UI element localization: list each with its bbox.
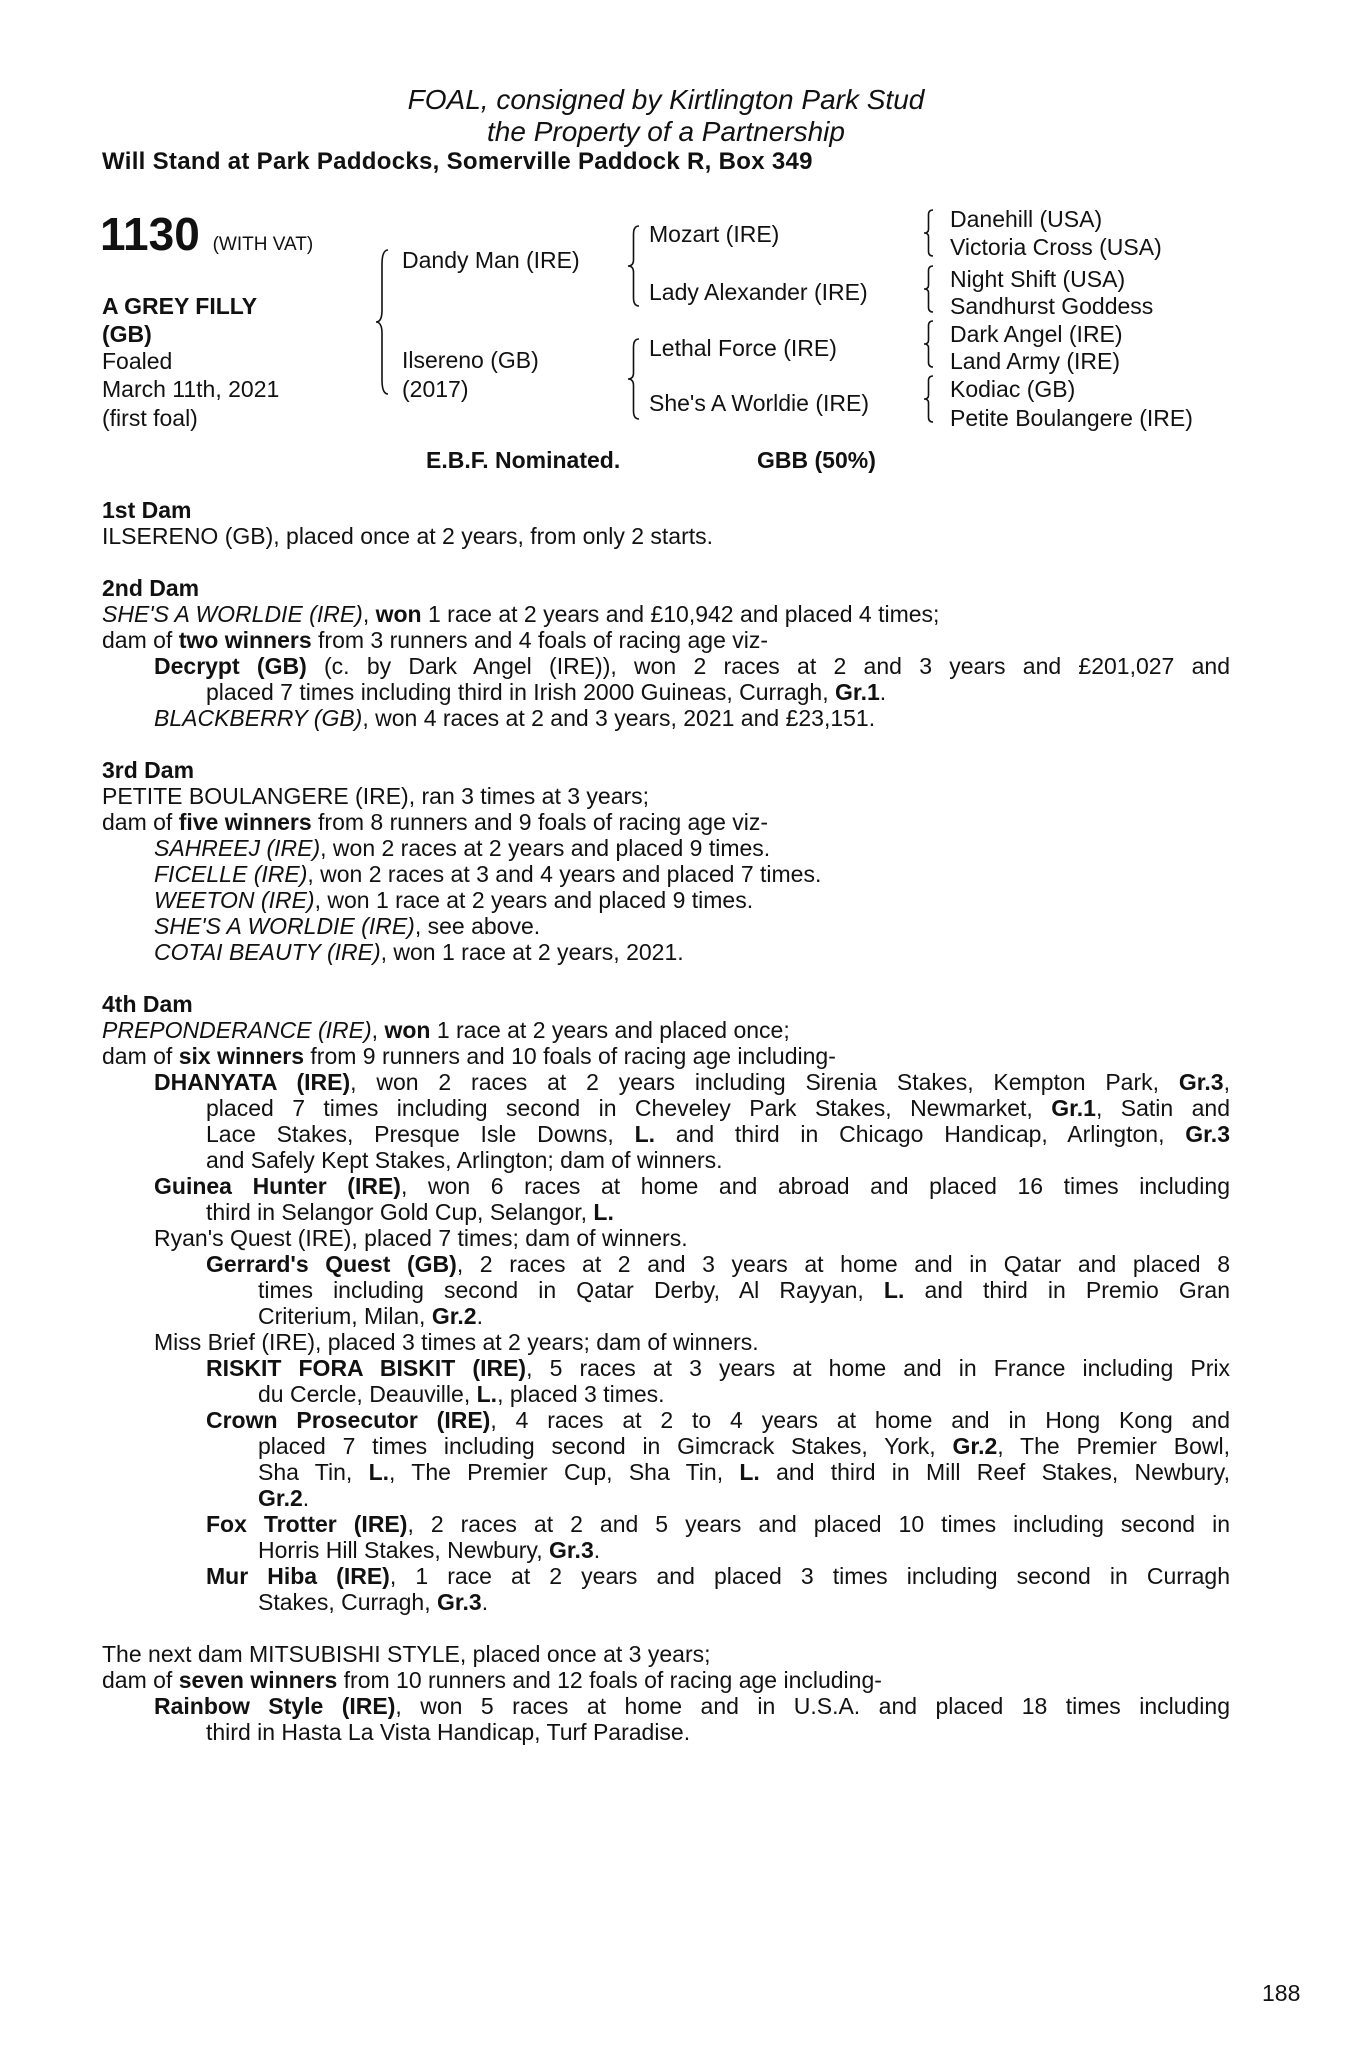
- text: , 5 races at 3 years at home and in France including Prix: [526, 1355, 1230, 1381]
- text: , won 6 races at home and abroad and placed 16 times including: [400, 1173, 1231, 1199]
- text-line: [102, 679, 1230, 705]
- blank-line: [102, 1615, 1230, 1641]
- italic-text: COTAI BEAUTY (IRE): [154, 939, 381, 965]
- bold-text: Gr.3: [436, 1589, 482, 1615]
- text: third in Selangor Gold Cup, Selangor,: [206, 1199, 594, 1225]
- text-line: [102, 1121, 1230, 1147]
- text-line: [102, 809, 1230, 835]
- ancestor: Danehill (USA): [950, 206, 1103, 232]
- text: , won 2 races at 2 years including Sirenia Stakes, Kempton Park,: [350, 1069, 1179, 1095]
- lot-description: A GREY FILLY: [102, 293, 258, 319]
- bold-text: six winners: [178, 1043, 304, 1069]
- bold-text: Gr.2: [431, 1303, 477, 1329]
- text-line: [102, 705, 1230, 731]
- section-heading: 2nd Dam: [102, 575, 200, 601]
- bold-text: Gr.1: [835, 679, 880, 705]
- text-line: [102, 1511, 1230, 1537]
- bold-text: Gr.3: [1185, 1121, 1230, 1147]
- dam-name: Ilsereno (GB): [402, 347, 539, 373]
- bold-text: Gr.1: [1051, 1095, 1096, 1121]
- lot-number: [100, 210, 313, 269]
- consignor-line: FOAL, consigned by Kirtlington Park Stud: [407, 84, 925, 115]
- lot-origin: (GB): [102, 321, 152, 347]
- text: 1 race at 2 years and placed once;: [430, 1017, 790, 1043]
- italic-text: FICELLE (IRE): [154, 861, 308, 887]
- bold-text: Gerrard's Quest (GB): [206, 1251, 457, 1277]
- text: The next dam MITSUBISHI STYLE, placed once at 3 years;: [102, 1641, 711, 1667]
- bold-text: five winners: [178, 809, 312, 835]
- grandsire-paternal: Mozart (IRE): [649, 221, 780, 247]
- curly-brace-icon: [628, 226, 639, 306]
- text-line: [102, 835, 1230, 861]
- bold-text: RISKIT FORA BISKIT (IRE): [206, 1355, 527, 1381]
- text: and third in Premio Gran: [904, 1277, 1230, 1303]
- text: placed 7 times including second in Cheveley Park Stakes, Newmarket,: [206, 1095, 1052, 1121]
- ancestor: Kodiac (GB): [950, 376, 1076, 402]
- text: , The Premier Cup, Sha Tin,: [389, 1459, 740, 1485]
- text-line: [102, 1017, 1230, 1043]
- text: .: [481, 1589, 489, 1615]
- text-line: [102, 1381, 1230, 1407]
- text-line: [102, 1251, 1230, 1277]
- bold-text: Mur Hiba (IRE): [206, 1563, 390, 1589]
- text-line: [102, 1537, 1230, 1563]
- text: .: [593, 1537, 601, 1563]
- text: from 10 runners and 12 foals of racing age including-: [337, 1667, 882, 1693]
- italic-text: SHE'S A WORLDIE (IRE): [102, 601, 363, 627]
- text: and third in Mill Reef Stakes, Newbury,: [759, 1459, 1230, 1485]
- text-line: [102, 1147, 1230, 1173]
- text-line: [102, 1329, 1230, 1355]
- text-line: [102, 1589, 1230, 1615]
- bold-text: DHANYATA (IRE): [154, 1069, 351, 1095]
- text-line: [102, 861, 1230, 887]
- text-line: [102, 1667, 1230, 1693]
- blank-line: [102, 549, 1230, 575]
- text: Stakes, Curragh,: [258, 1589, 437, 1615]
- granddam-paternal: Lady Alexander (IRE): [649, 279, 868, 305]
- text-line: [102, 1199, 1230, 1225]
- bold-text: Gr.2: [952, 1433, 998, 1459]
- text: ILSERENO (GB), placed once at 2 years, from only 2 starts.: [102, 523, 714, 549]
- text-line: [102, 1277, 1230, 1303]
- text: Ryan's Quest (IRE), placed 7 times; dam of winners.: [154, 1225, 688, 1251]
- section-heading: 1st Dam: [102, 497, 192, 523]
- text-line: [102, 1225, 1230, 1251]
- curly-brace-icon: [628, 339, 639, 419]
- ancestor: Dark Angel (IRE): [950, 321, 1123, 347]
- bold-text: won: [384, 1017, 431, 1043]
- italic-text: PREPONDERANCE (IRE): [102, 1017, 372, 1043]
- text-line: [102, 1355, 1230, 1381]
- text-line: [102, 1641, 1230, 1667]
- dam-year: (2017): [402, 376, 469, 402]
- bold-text: Gr.3: [548, 1537, 594, 1563]
- text: dam of: [102, 809, 179, 835]
- text: .: [302, 1485, 310, 1511]
- text-line: [102, 523, 1230, 549]
- text-line: [102, 601, 1230, 627]
- vat-label: (WITH VAT): [212, 234, 314, 255]
- text-line: [102, 939, 1230, 965]
- text: .: [476, 1303, 483, 1329]
- ancestor: Sandhurst Goddess: [950, 293, 1154, 319]
- blank-line: [102, 965, 1230, 991]
- ancestor: Victoria Cross (USA): [950, 234, 1162, 260]
- bold-text: L.: [368, 1459, 390, 1485]
- text: , won 5 races at home and in U.S.A. and placed 18 times including: [395, 1693, 1230, 1719]
- italic-text: SAHREEJ (IRE): [154, 835, 321, 861]
- curly-brace-icon: [924, 210, 933, 256]
- text: times including second in Qatar Derby, Al Rayyan,: [258, 1277, 884, 1303]
- section-heading: 4th Dam: [102, 991, 193, 1017]
- text-line: [102, 1459, 1230, 1485]
- gbb-badge: GBB (50%): [757, 447, 876, 473]
- text-line: [102, 1069, 1230, 1095]
- bold-text: Guinea Hunter (IRE): [154, 1173, 401, 1199]
- text: ,: [362, 601, 376, 627]
- text-line: [102, 1693, 1230, 1719]
- ebf-badge: E.B.F. Nominated.: [426, 447, 621, 473]
- text-line: [102, 1433, 1230, 1459]
- text: dam of: [102, 1043, 179, 1069]
- text: (c. by Dark Angel (IRE)), won 2 races at 2 and 3 years and £201,027 and: [306, 653, 1230, 679]
- lot-number-value: 1130: [100, 208, 200, 260]
- bold-text: Decrypt (GB): [154, 653, 307, 679]
- text: Miss Brief (IRE), placed 3 times at 2 years; dam of winners.: [154, 1329, 759, 1355]
- bold-text: Fox Trotter (IRE): [206, 1511, 408, 1537]
- text: Horris Hill Stakes, Newbury,: [258, 1537, 549, 1563]
- text-line: [102, 1719, 1230, 1745]
- text: Lace Stakes, Presque Isle Downs,: [206, 1121, 635, 1147]
- text: from 9 runners and 10 foals of racing age including-: [304, 1043, 836, 1069]
- text: , won 2 races at 3 and 4 years and placed 7 times.: [307, 861, 822, 887]
- text: third in Hasta La Vista Handicap, Turf Paradise.: [206, 1719, 691, 1745]
- text: Sha Tin,: [258, 1459, 369, 1485]
- bold-text: Gr.2: [258, 1485, 303, 1511]
- bold-text: seven winners: [178, 1667, 338, 1693]
- bold-text: Crown Prosecutor (IRE): [206, 1407, 491, 1433]
- text: ,: [371, 1017, 385, 1043]
- sire-name: Dandy Man (IRE): [402, 247, 580, 273]
- foaled-date: March 11th, 2021: [102, 376, 280, 402]
- text-line: [102, 913, 1230, 939]
- italic-text: SHE'S A WORLDIE (IRE): [154, 913, 415, 939]
- bold-text: Gr.3: [1178, 1069, 1224, 1095]
- text: placed 7 times including third in Irish 2000 Guineas, Curragh,: [206, 679, 836, 705]
- bold-text: two winners: [178, 627, 312, 653]
- foaled-label: Foaled: [102, 348, 173, 374]
- italic-text: WEETON (IRE): [154, 887, 315, 913]
- text-line: [102, 783, 1230, 809]
- text: PETITE BOULANGERE (IRE), ran 3 times at 3 years;: [102, 783, 650, 809]
- text-line: [102, 887, 1230, 913]
- text: , 2 races at 2 and 3 years at home and in Qatar and placed 8: [456, 1251, 1230, 1277]
- text: , won 4 races at 2 and 3 years, 2021 and £23,151.: [362, 705, 876, 731]
- bold-text: L.: [593, 1199, 614, 1225]
- curly-brace-icon: [924, 321, 933, 367]
- text-line: [102, 1563, 1230, 1589]
- granddam-maternal: She's A Worldie (IRE): [649, 390, 869, 416]
- text: from 8 runners and 9 foals of racing age viz-: [311, 809, 769, 835]
- blank-line: [102, 731, 1230, 757]
- italic-text: BLACKBERRY (GB): [154, 705, 363, 731]
- text: , Satin and: [1095, 1095, 1230, 1121]
- text: , won 1 race at 2 years, 2021.: [380, 939, 684, 965]
- bold-text: L.: [476, 1381, 498, 1407]
- curly-brace-icon: [924, 266, 933, 312]
- text-line: [102, 1095, 1230, 1121]
- text: , placed 3 times.: [497, 1381, 665, 1407]
- text-line: [102, 1043, 1230, 1069]
- section-heading: 3rd Dam: [102, 757, 195, 783]
- curly-brace-icon: [924, 376, 933, 422]
- text: , won 1 race at 2 years and placed 9 times.: [314, 887, 754, 913]
- text: and third in Chicago Handicap, Arlington,: [655, 1121, 1186, 1147]
- text: ,: [1223, 1069, 1230, 1095]
- text: Criterium, Milan,: [258, 1303, 432, 1329]
- text: 1 race at 2 years and £10,942 and placed 4 times;: [421, 601, 940, 627]
- text: , won 2 races at 2 years and placed 9 times.: [320, 835, 771, 861]
- text: , 1 race at 2 years and placed 3 times including second in Curragh: [389, 1563, 1230, 1589]
- text: , The Premier Bowl,: [997, 1433, 1231, 1459]
- foal-note: (first foal): [102, 405, 198, 431]
- ancestor: Petite Boulangere (IRE): [950, 405, 1193, 431]
- text: , 2 races at 2 and 5 years and placed 10 times including second in: [407, 1511, 1231, 1537]
- text-line: [102, 627, 1230, 653]
- text: du Cercle, Deauville,: [258, 1381, 477, 1407]
- bold-text: L.: [634, 1121, 656, 1147]
- text: .: [879, 679, 887, 705]
- curly-brace-icon: [376, 250, 388, 394]
- text: from 3 runners and 4 foals of racing age viz-: [311, 627, 769, 653]
- grandsire-maternal: Lethal Force (IRE): [649, 335, 837, 361]
- text: dam of: [102, 1667, 179, 1693]
- catalogue-body: [102, 497, 1230, 1745]
- property-line: the Property of a Partnership: [487, 116, 845, 147]
- text-line: [102, 1173, 1230, 1199]
- ancestor: Night Shift (USA): [950, 266, 1126, 292]
- text-line: [102, 653, 1230, 679]
- ancestor: Land Army (IRE): [950, 348, 1120, 374]
- stand-location: Will Stand at Park Paddocks, Somerville Paddock R, Box 349: [102, 148, 813, 175]
- text: and Safely Kept Stakes, Arlington; dam of winners.: [206, 1147, 723, 1173]
- bold-text: Rainbow Style (IRE): [154, 1693, 396, 1719]
- text: , 4 races at 2 to 4 years at home and in Hong Kong and: [490, 1407, 1230, 1433]
- text-line: [102, 1303, 1230, 1329]
- text: dam of: [102, 627, 179, 653]
- bold-text: L.: [883, 1277, 905, 1303]
- text-line: [102, 1407, 1230, 1433]
- bold-text: won: [375, 601, 422, 627]
- page-number: 188: [1262, 1980, 1301, 2006]
- text: , see above.: [414, 913, 541, 939]
- text: placed 7 times including second in Gimcrack Stakes, York,: [258, 1433, 953, 1459]
- bold-text: L.: [739, 1459, 760, 1485]
- text-line: [102, 1485, 1230, 1511]
